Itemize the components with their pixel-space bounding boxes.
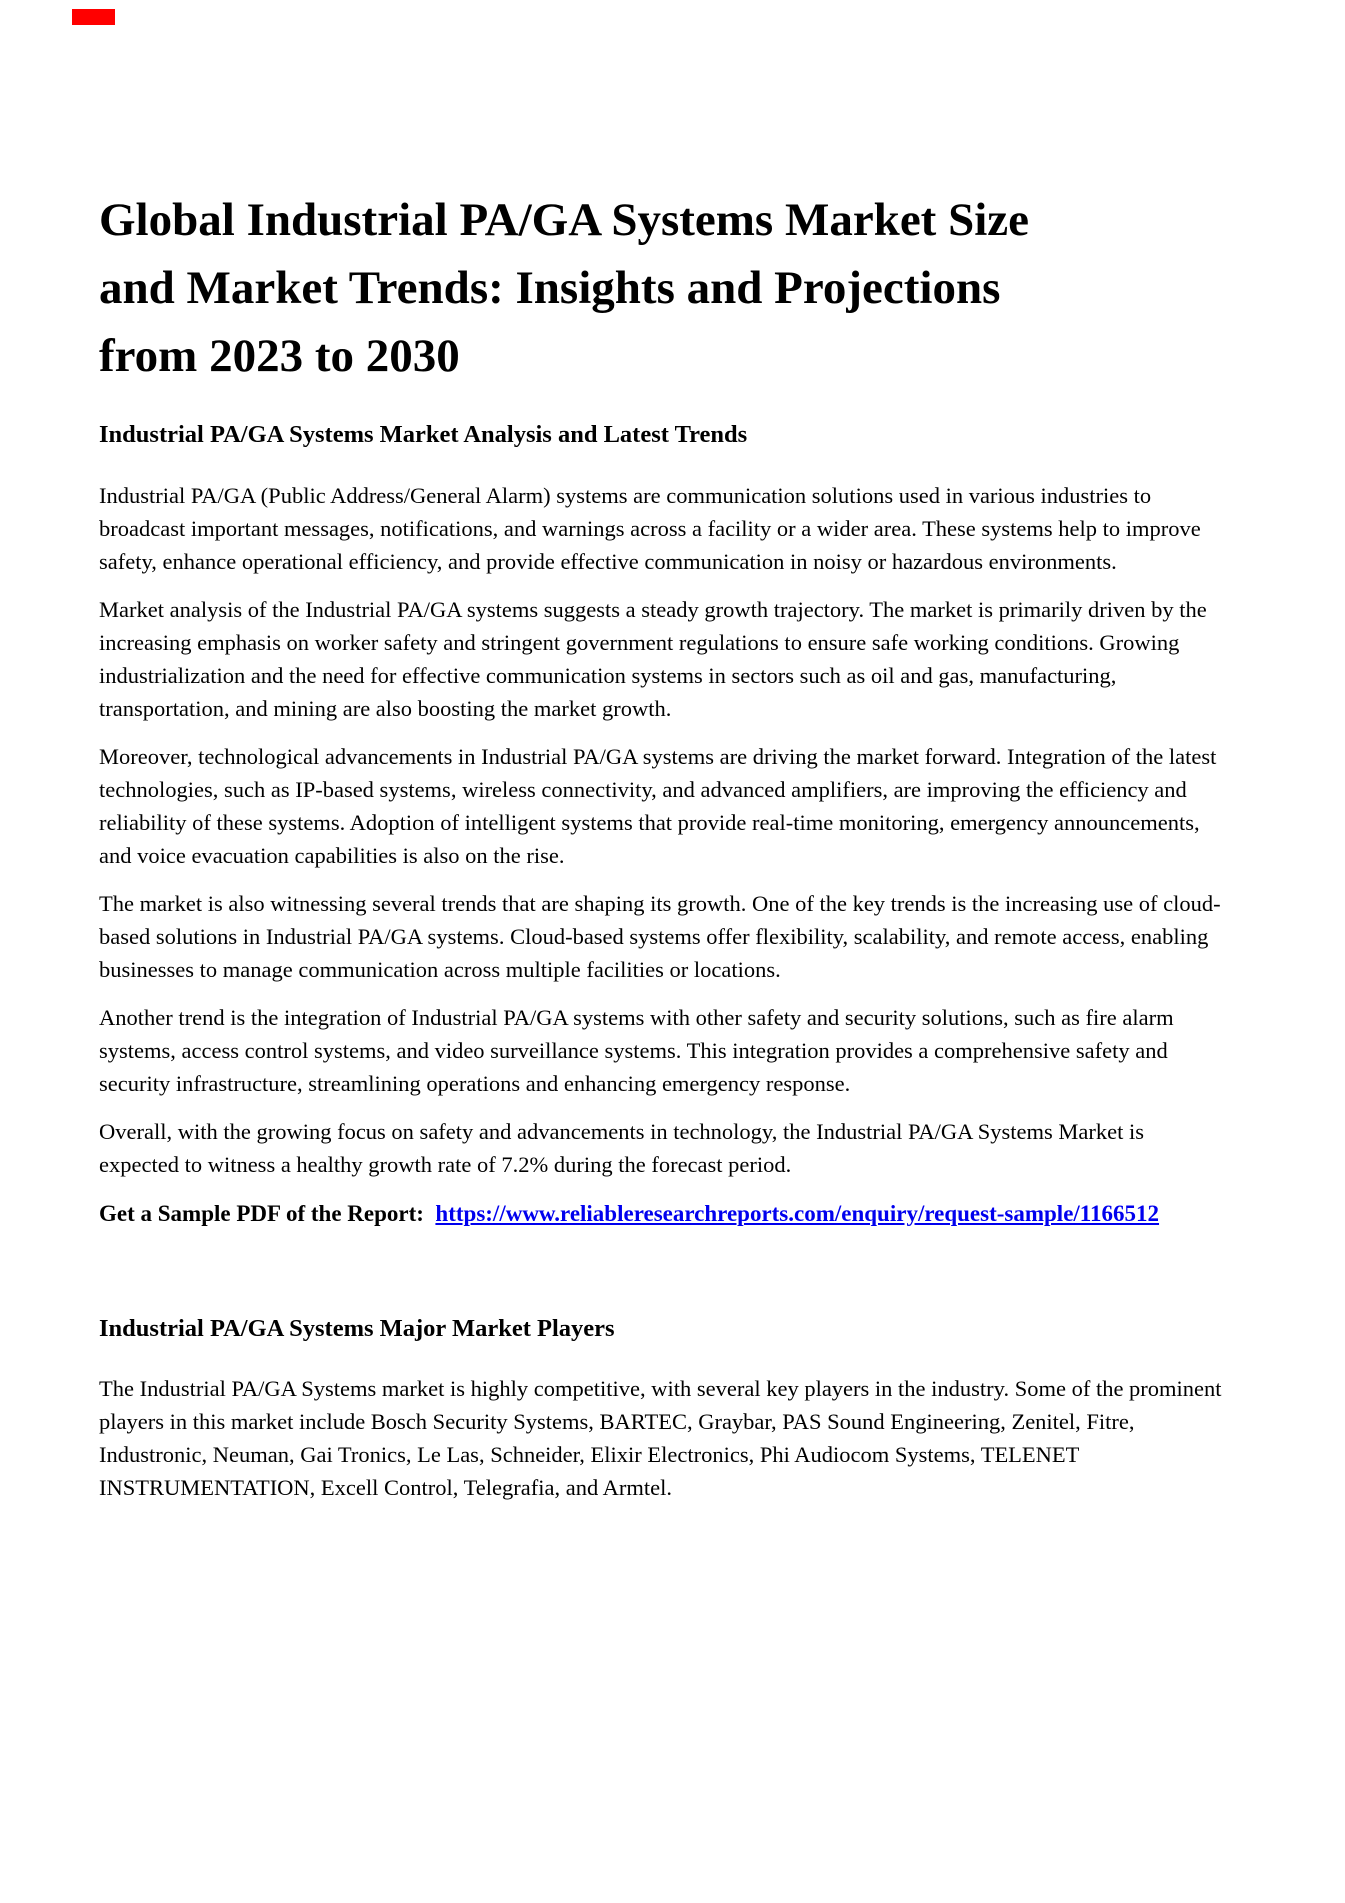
sample-pdf-line: [99, 1196, 1234, 1232]
paragraph-cloud-trend: The market is also witnessing several trends that are shaping its growth. One of the key trends is the increasing use of cloud-based solutions in Industrial PA/GA systems. Cloud-based systems offer flexibility, scalability, and remote access, enabling businesses to manage communication across multiple facilities or locations.: [99, 891, 1221, 982]
paragraph-technology: Moreover, technological advancements in Industrial PA/GA systems are driving the market forward. Integration of the latest technologies, such as IP-based systems, wireless connectivity, and advanced amplifiers, are improving the efficiency and reliability of these systems. Adoption of intelligent systems that provide real-time monitoring, emergency announcements, and voice evacuation capabilities is also on the rise.: [99, 744, 1217, 868]
paragraph-growth-rate: Overall, with the growing focus on safety and advancements in technology, the Industrial PA/GA Systems Market is expected to witness a healthy growth rate of 7.2% during the forecast period.: [99, 1119, 1145, 1177]
sample-pdf-link[interactable]: https://www.reliableresearchreports.com/enquiry/request-sample/1166512: [435, 1201, 1160, 1226]
page-title-line-1: Global Industrial PA/GA Systems Market Size: [99, 194, 1029, 246]
sample-pdf-label: Get a Sample PDF of the Report:: [99, 1201, 424, 1226]
page-title-line-3: from 2023 to 2030: [99, 330, 460, 382]
article-body: [99, 186, 1234, 1519]
brand-mark: [72, 9, 115, 25]
paragraph-market-analysis: Market analysis of the Industrial PA/GA systems suggests a steady growth trajectory. The market is primarily driven by the increasing emphasis on worker safety and stringent government regulations to ensure safe working conditions. Growing industrialization and the need for effective communication systems in sectors such as oil and gas, manufacturing, transportation, and mining are also boosting the market growth.: [99, 597, 1207, 721]
paragraph-intro: Industrial PA/GA (Public Address/General Alarm) systems are communication solutions used in various industries to broadcast important messages, notifications, and warnings across a facility or a wider area. These systems help to improve safety, enhance operational efficiency, and provide effective communication in noisy or hazardous environments.: [99, 483, 1201, 574]
page-title-line-2: and Market Trends: Insights and Projections: [99, 262, 1001, 314]
paragraph-integration-trend: Another trend is the integration of Industrial PA/GA systems with other safety and security solutions, such as fire alarm systems, access control systems, and video surveillance systems. This integration provides a comprehensive safety and security infrastructure, streamlining operations and enhancing emergency response.: [99, 1005, 1174, 1096]
section-heading-players: Industrial PA/GA Systems Major Market Players: [99, 1315, 615, 1342]
page-title: [99, 186, 1234, 390]
section-heading-analysis: Industrial PA/GA Systems Market Analysis and Latest Trends: [99, 421, 748, 448]
paragraph-market-players: The Industrial PA/GA Systems market is highly competitive, with several key players in the industry. Some of the prominent players in this market include Bosch Security Systems, BARTEC, Graybar, PAS Sound Engineering, Zenitel, Fitre, Industronic, Neuman, Gai Tronics, Le Las, Schneider, Elixir Electronics, Phi Audiocom Systems, TELENET INSTRUMENTATION, Excell Control, Telegrafia, and Armtel.: [99, 1376, 1222, 1500]
